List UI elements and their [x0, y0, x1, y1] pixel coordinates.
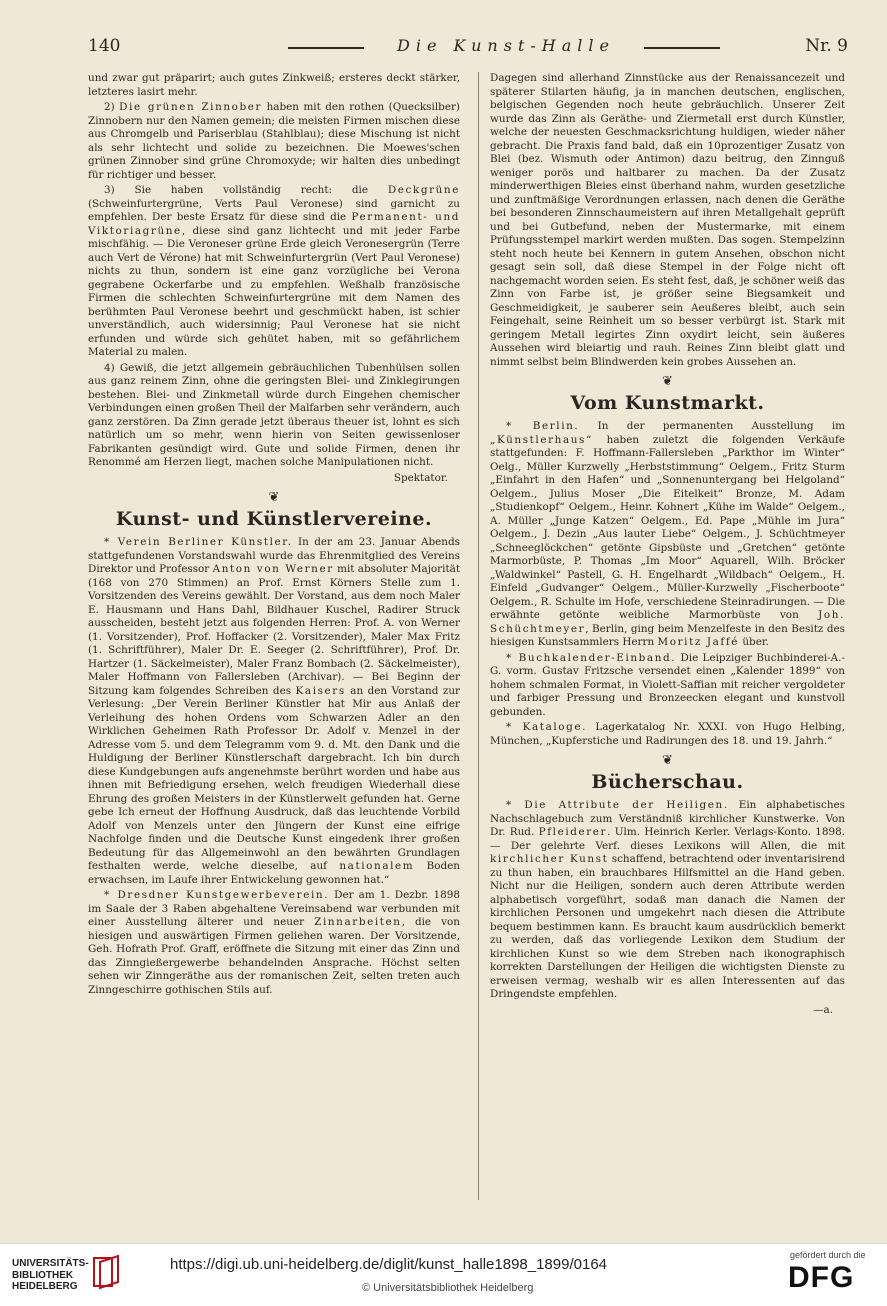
page-header	[88, 36, 848, 64]
paragraph: Dagegen sind allerhand Zinnstücke aus der Renaissancezeit und späterer Stilarten häufig, ja in manchen deutschen, englischen, belgischen Gegenden noch heute gebräuchlich. Unserer Zeit wurde das Zinn als Geräthe- und Ziermetall erst durch Künstler, welche der neuesten Geschmacksrichtung huldigen, wieder näher gebracht. Die Praxis fand bald, daß ein 10prozentiger Zusatz von Blei (bez. Wismuth oder Antimon) dazu beitrug, den Zinnguß weniger porös und haltbarer zu machen. Da der Zusatz minderwerthigen Bleies einst überhand nahm, wurden gesetzliche und zunftmäßige Verordnungen erlassen, nach denen die Geräthe bei besonderen Zinnschaumeistern auf ihren Metallgehalt geprüft und bei Gutbefund, neben der Mustermarke, mit einem Prüfungsstempel markirt werden mußten. Das sogen. Stempelzinn steht noch heute bei Kennern in gutem Ansehen, obschon nicht gesagt sein soll, daß diese Stempel in der Folge nicht oft nachgemacht worden seien. Es steht fest, daß, je schöner weiß das Zinn von Farbe ist, je größer seine Biegsamkeit und Geschmeidigkeit, je sauberer sein Aeußeres bleibt, auch sein Feingehalt, seine Reinheit um so besser verbürgt ist. Stark mit geringem Metall legirtes Zinn oxydirt leicht, sein äußeres Aussehen wird bleiartig und rauh. Reines Zinn bleibt glatt und nimmt selbst beim Blindwerden kein grobes Aussehen an.	[490, 72, 845, 368]
library-seal-icon[interactable]	[92, 1252, 122, 1292]
header-rule-right	[644, 47, 720, 49]
paragraph: 3) Sie haben vollständig recht: die Deckgrüne (Schweinfurtergrüne, Verts Paul Veronese) sind garnicht zu empfehlen. Der beste Ersatz für diese sind die Permanent- und Viktoriagrüne, diese sind ganz lichtecht und mit jeder Farbe mischfähig. — Die Veroneser grüne Erde gleich Veronesergrün (Terre auch Vert de Vérone) hat mit Schweinfurtergrün (Vert Paul Veronese) nichts zu thun, sondern ist eine ganz vorzügliche bei Verona gegrabene Ockerfarbe und zu empfehlen. Weßhalb französische Firmen die schlechten Schweinfurtergrüne mit dem Namen des berühmten Paul Veronese beehrt und geschmückt haben, ist schier unverständlich, auch widersinnig; Paul Veronese hat sie nicht erfunden und würde sich gehütet haben, mit so gefährlichem Material zu malen.	[88, 184, 460, 358]
dfg-logo[interactable]: DFG	[788, 1261, 855, 1294]
section-heading: Vom Kunstmarkt.	[570, 391, 765, 414]
header-rule-left	[288, 47, 364, 49]
permalink-url[interactable]: https://digi.ub.uni-heidelberg.de/diglit/kunst_halle1898_1899/0164	[170, 1256, 607, 1273]
paragraph: * Kataloge. Lagerkatalog Nr. XXXI. von Hugo Helbing, München, „Kupferstiche und Radirungen des 18. und 19. Jahrh.“	[490, 721, 846, 747]
library-logo-text[interactable]: UNIVERSITÄTS- BIBLIOTHEK HEIDELBERG	[12, 1258, 89, 1292]
signature: —a.	[813, 1003, 833, 1016]
paragraph: * Die Attribute der Heiligen. Ein alphabetisches Nachschlagebuch zum Verständniß kirchlicher Kunstwerke. Von Dr. Rud. Pfleiderer. Ulm. Heinrich Kerler. Verlags-Konto. 1898. — Der gelehrte Verf. dieses Lexikons will Allen, die mit kirchlicher Kunst schaffend, betrachtend oder inventarisirend zu thun haben, ein brauchbares Hilfsmittel an die Hand geben. Nicht nur die Heiligen, sondern auch deren Attribute werden alphabetisch vorgeführt, sodaß man danach die Namen der kirchlichen Personen und umgekehrt nach diesen die Attribute bequem bestimmen kann. Es braucht kaum ausdrücklich bemerkt zu werden, daß das vorliegende Lexikon dem Studium der kirchlichen Kunst so wie dem Streben nach ikonographisch korrekten Darstellungen der Heiligen die wichtigsten Dienste zu erweisen vermag, weshalb wir es allen Interessenten auf das Dringendste empfehlen.	[490, 799, 846, 1000]
signature: Spektator.	[393, 471, 448, 484]
page-number: 140	[88, 36, 121, 56]
paragraph: * Berlin. In der permanenten Ausstellung im „Künstlerhaus“ haben zuletzt die folgenden Verkäufe stattgefunden: F. Hoffmann-Fallersleben „Parkthor im Winter“ Oelg., Müller Kurzwelly „Herbststimmung“ Oelgem., Fritz Sturm „Einfahrt in den Hafen“ und „Sonnenuntergang bei Helgoland“ Oelgem., Julius Moser „Die Eitelkeit“ Bronze, M. Adam „Studienkopf“ Oelgem., Heinr. Kohnert „Kühe im Walde“ Oelgem., A. Müller „Junge Katzen“ Oelgem., Ed. Pape „Mühle im Jura“ Oelgem., J. Dezin „Aus lauter Liebe“ Oelgem., J. Schüchtmeyer „Schneeglöckchen“ getönte Gipsbüste und „Gretchen“ getönte Marmorbüste, P. Thomas „Im Moor“ Aquarell, Wilh. Bröcker „Waldwinkel“ Pastell, G. H. Engelhardt „Wildbach“ Oelgem., H. Einfeld „Gudvanger“ Oelgem., Müller-Kurzwelly „Fischerboote“ Oelgem., R. Schulte im Hofe, verschiedene Steinradirungen. — Die erwähnte getönte weibliche Marmorbüste von Joh. Schüchtmeyer, Berlin, ging beim Menzelfeste in den Besitz des hiesigen Kunstsammlers Herrn Moritz Jaffé über.	[490, 420, 845, 648]
section-heading: Kunst- und Künstlervereine.	[115, 507, 433, 530]
ornament-icon: ❦	[268, 490, 280, 505]
paragraph: * Dresdner Kunstgewerbeverein. Der am 1. Dezbr. 1898 im Saale der 3 Raben abgehaltene Vereinsabend war verbunden mit einer Ausstellung älterer und neuer Zinnarbeiten, die von hiesigen und auswärtigen Firmen geliehen waren. Der Vorsitzende, Geh. Hofrath Prof. Graff, eröffnete die Sitzung mit einer das Zinn und das Zinngießergewerbe behandelnden Ansprache. Höchst selten sehen wir Zinngeräthe aus der romanischen Zeit, selten treten auch Zinngeschirre gothischen Stils auf.	[88, 889, 460, 996]
paragraph: 4) Gewiß, die jetzt allgemein gebräuchlichen Tubenhülsen sollen aus ganz reinem Zinn, ohne die geringsten Blei- und Zinklegirungen bestehen. Blei- und Zinkmetall würde durch Eingehen chemischer Verbindungen einen großen Theil der Malfarben sehr verändern, auch ganz zerstören. Da Zinn gerade jetzt überaus theuer ist, lohnt es sich natürlich um so mehr, wenn hierin von Seiten gewissenloser Fabrikanten gesündigt wird. Gute und solide Firmen, denen ihr Renommé am Herzen liegt, machen solche Manipulationen nicht.	[88, 361, 460, 468]
ornament-icon: ❦	[662, 374, 673, 389]
ornament-icon: ❦	[662, 753, 673, 768]
viewer-footer	[0, 1243, 887, 1306]
issue-number: Nr. 9	[805, 36, 848, 56]
right-column	[490, 72, 845, 1019]
section-heading: Bücherschau.	[591, 770, 744, 793]
funder-note: gefördert durch die	[790, 1250, 866, 1260]
left-column	[88, 72, 460, 999]
journal-title: Die Kunst-Halle	[397, 36, 615, 55]
paragraph: * Verein Berliner Künstler. In der am 23. Januar Abends stattgefundenen Vorstandswahl wurde das Ehrenmitglied des Vereins Direktor und Professor Anton von Werner mit absoluter Majorität (168 von 270 Stimmen) an Prof. Ernst Körners Stelle zum 1. Vorsitzenden des Vereins gewählt. Der Vorstand, aus dem noch Maler E. Hausmann und Hans Dahl, Bildhauer Kuschel, Radirer Struck ausscheiden, besteht jetzt aus folgenden Herren: Prof. A. von Werner (1. Vorsitzender), Prof. Hoffacker (2. Vorsitzender), Maler Max Fritz (1. Schriftführer), Maler Dr. E. Seeger (2. Schriftführer), Prof. Dr. Hartzer (1. Säckelmeister), Maler Franz Bombach (2. Säckelmeister), Maler Hoffmann von Fallersleben (Archivar). — Bei Beginn der Sitzung kam folgendes Schreiben des Kaisers an den Vorstand zur Verlesung: „Der Verein Berliner Künstler hat Mir aus Anlaß der Verleihung des hohen Ordens vom Schwarzen Adler an den Wirklichen Geheimen Rath Professor Dr. Adolf v. Menzel in der Adresse vom 5. und dem Telegramm vom 9. d. Mt. den Dank und die Huldigung der Berliner Künstlerschaft dargebracht. Ich bin durch diese Kundgebungen aufs angenehmste berührt worden und habe aus ihnen mit Befriedigung ersehen, welch freudigen Wiederhall diese Ehrung des großen Meisters in der Künstlerwelt gefunden hat. Gerne gebe Ich erneut der Hoffnung Ausdruck, daß das leuchtende Vorbild Adolf von Menzels unter den Jüngern der Kunst eine eifrige Nachfolge finden und die Deutsche Kunst eingedenk ihrer großen Bedeutung für das Allgemeinwohl an den bewährten Grundlagen festhalten werde, welche dieselbe, auf nationalem Boden erwachsen, im Laufe ihrer Entwickelung gewonnen hat.“	[88, 536, 461, 886]
paragraph: und zwar gut präparirt; auch gutes Zinkweiß; ersteres deckt stärker, letzteres lasirt mehr.	[88, 72, 460, 98]
copyright-notice: © Universitätsbibliothek Heidelberg	[362, 1282, 534, 1294]
column-divider	[478, 72, 479, 1200]
paragraph: * Buchkalender-Einband. Die Leipziger Buchbinderei-A.-G. vorm. Gustav Fritzsche versendet einen „Kalender 1899“ von hohem schmalen Format, in Violett-Saffian mit reicher vergoldeter und farbiger Pressung und Bronzeecken elegant und kunstvoll gebunden.	[490, 651, 845, 718]
paragraph: 2) Die grünen Zinnober haben mit den rothen (Quecksilber) Zinnobern nur den Namen gemein; die meisten Firmen mischen diese aus Chromgelb und Pariserblau (Stahlblau); diese Mischung ist nicht als sehr lichtecht und solide zu bezeichnen. Die Moewes'schen grünen Zinnober sind grüne Chromoxyde; wir halten dies unbedingt für richtiger und besser.	[88, 101, 460, 181]
